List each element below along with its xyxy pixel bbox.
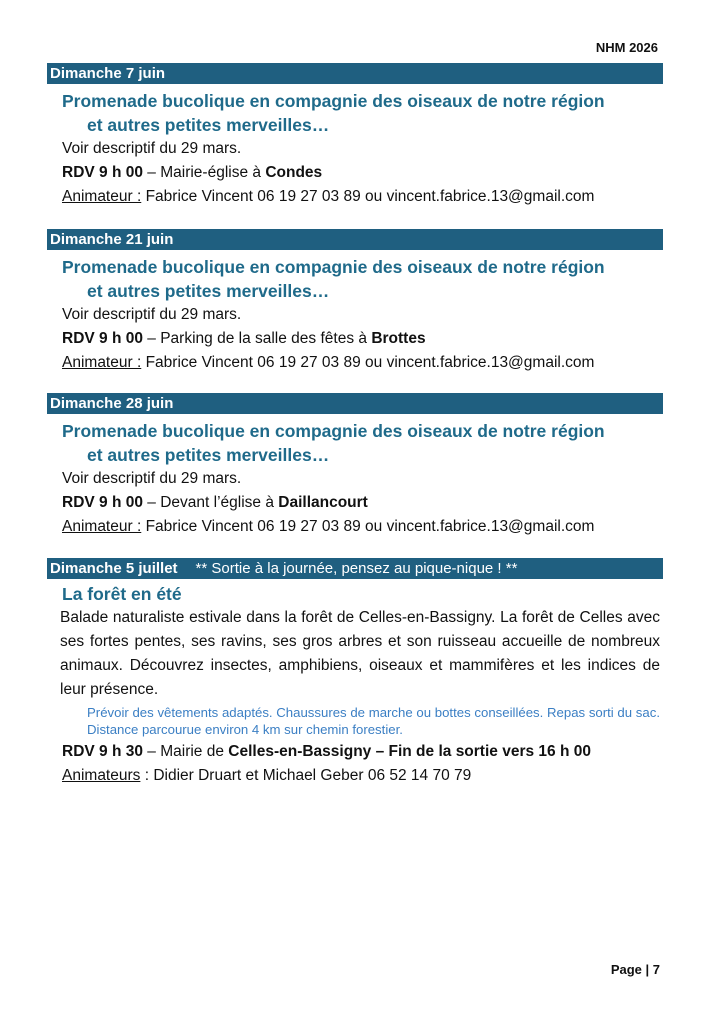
rdv-text: – Mairie-église à — [142, 164, 266, 181]
event-date: Dimanche 21 juin — [50, 231, 174, 248]
rdv-text: – Mairie de — [142, 743, 229, 760]
animateurs-label: Animateurs — [62, 767, 141, 784]
event-title — [62, 89, 663, 137]
rdv-place: Condes — [265, 164, 323, 181]
event-date: Dimanche 28 juin — [50, 395, 174, 412]
rdv-place: Celles-en-Bassigny – Fin de la sortie vers 16 h 00 — [228, 743, 591, 760]
event-title-line1: Promenade bucolique en compagnie des oiseaux de notre région — [62, 257, 605, 277]
event-animateur — [62, 351, 663, 375]
event-section — [47, 558, 663, 788]
event-rdv — [62, 740, 663, 764]
event-title-line2: et autres petites merveilles… — [87, 281, 330, 301]
event-animateur — [62, 515, 663, 539]
animateurs-text: : Didier Druart et Michael Geber 06 52 14 70 79 — [140, 767, 472, 784]
event-section — [47, 229, 663, 375]
event-rdv — [62, 327, 663, 351]
event-title-line2: et autres petites merveilles… — [87, 115, 330, 135]
event-title — [62, 419, 663, 467]
event-section — [47, 63, 663, 209]
event-animateurs — [62, 764, 663, 788]
event-descriptif: Voir descriptif du 29 mars. — [62, 140, 242, 157]
event-descriptif: Voir descriptif du 29 mars. — [62, 306, 242, 323]
event-section — [47, 393, 663, 539]
animateur-label: Animateur : — [62, 354, 142, 371]
event-date: Dimanche 5 juillet — [50, 560, 178, 577]
event-rdv — [62, 491, 663, 515]
event-title-line1: Promenade bucolique en compagnie des oiseaux de notre région — [62, 91, 605, 111]
event-date-bar — [47, 63, 663, 84]
event-description: Balade naturaliste estivale dans la forêt de Celles-en-Bassigny. La forêt de Celles avec ses fortes pentes, ses ravins, ses gros arbres et son ruisseau accueille de nombreux animaux. Découvrez insectes, amphibiens, oiseaux et mammifères et les indices de leur présence. — [60, 609, 660, 698]
event-animateur — [62, 185, 663, 209]
event-rdv — [62, 161, 663, 185]
event-date: Dimanche 7 juin — [50, 65, 166, 82]
rdv-label: RDV 9 h 00 — [62, 330, 143, 347]
event-title-line2: et autres petites merveilles… — [87, 445, 330, 465]
document-header: NHM 2026 — [595, 40, 658, 55]
event-date-bar — [47, 558, 663, 579]
rdv-label: RDV 9 h 30 — [62, 743, 143, 760]
animateur-label: Animateur : — [62, 188, 142, 205]
rdv-label: RDV 9 h 00 — [62, 164, 143, 181]
rdv-label: RDV 9 h 00 — [62, 494, 143, 511]
event-title-line1: Promenade bucolique en compagnie des oiseaux de notre région — [62, 421, 605, 441]
event-title: La forêt en été — [62, 584, 182, 604]
animateur-text: Fabrice Vincent 06 19 27 03 89 ou vincent.fabrice.13@gmail.com — [141, 354, 595, 371]
event-descriptif: Voir descriptif du 29 mars. — [62, 470, 242, 487]
rdv-place: Brottes — [371, 330, 426, 347]
event-date-bar — [47, 229, 663, 250]
animateur-text: Fabrice Vincent 06 19 27 03 89 ou vincent.fabrice.13@gmail.com — [141, 188, 595, 205]
rdv-text: – Devant l’église à — [142, 494, 279, 511]
animateur-label: Animateur : — [62, 518, 142, 535]
page-number: Page | 7 — [610, 962, 660, 977]
event-note: ** Sortie à la journée, pensez au pique-nique ! ** — [195, 560, 518, 577]
event-title — [62, 255, 663, 303]
rdv-place: Daillancourt — [278, 494, 368, 511]
animateur-text: Fabrice Vincent 06 19 27 03 89 ou vincent.fabrice.13@gmail.com — [141, 518, 595, 535]
rdv-text: – Parking de la salle des fêtes à — [142, 330, 372, 347]
event-advice: Prévoir des vêtements adaptés. Chaussures de marche ou bottes conseillées. Repas sorti du sac. Distance parcourue environ 4 km sur chemin forestier. — [87, 705, 660, 737]
event-date-bar — [47, 393, 663, 414]
